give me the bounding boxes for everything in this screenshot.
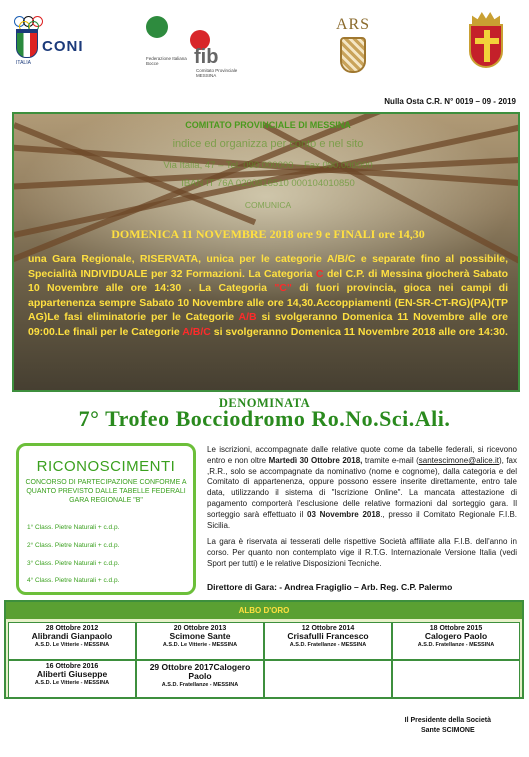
faint-line-1: indice ed organizza per conto e nel sito: [172, 138, 364, 150]
award-item: 2° Class. Pietre Naturali + c.d.p.: [27, 542, 120, 549]
rules-paragraph-1: Le iscrizioni, accompagnate dalle relative quote come da tabelle federali, si ricevono entro e non oltre Martedì 30 Ottobre 2018, tramite e-mail (santescimone@alice.it), fax ,R.R., solo se accompagnate da nominativo (nome e cognome), dalla categoria e del Comitato di appartenenza, oppure possono essere inserite direttamente, entro tale data, utilizzando il sistema di "Iscrizione Online". La mancata attestazione di pagamento comporterà l'esclusione delle relative formazioni dal sorteggio gara. Il sorteggio sarà effettuato il 03 Novembre 2018., presso il Comitato Regionale F.I.B. Sicilia.: [207, 445, 518, 530]
email-link[interactable]: santescimone@alice.it: [418, 455, 499, 465]
trofeo-title: 7° Trofeo Bocciodromo Ro.No.Sci.Ali.: [78, 406, 451, 431]
denominata-label: DENOMINATA: [218, 396, 311, 410]
committee-heading: COMITATO PROVINCIALE DI MESSINA: [185, 120, 351, 130]
albo-entry: 29 Ottobre 2017Calogero Paolo A.S.D. Fratellanze - MESSINA: [136, 660, 264, 698]
fib-wordmark: fib: [194, 46, 219, 68]
albo-doro-title: ALBO D'ORO: [6, 602, 522, 619]
fib-subtitle: Federazione Italiana Bocce: [146, 56, 187, 66]
ars-wordmark: ARS: [335, 16, 371, 33]
registration-rules: [207, 445, 517, 576]
green-ball-icon: [146, 16, 168, 38]
fib-logo: [138, 16, 248, 76]
albo-doro-table: [4, 600, 524, 699]
award-item: 3° Class. Pietre Naturali + c.d.p.: [27, 560, 120, 567]
faint-line-2: Via Italia, 47 – Tel. 090.000000 – Fax 090.000000: [163, 160, 373, 171]
ars-emblem-icon: [340, 37, 366, 73]
italia-label: ITALIA: [16, 60, 31, 66]
faint-line-3: IBAN IT 76A 0200816510 000104010850: [181, 178, 355, 189]
albo-entry: 16 Ottobre 2016 Aliberti Giuseppe A.S.D. Le Vitterie - MESSINA: [8, 660, 136, 698]
faint-line-4: COMUNICA: [244, 200, 292, 210]
rules-paragraph-2: La gara è riservata ai tesserati delle rispettive Società affiliate alla F.I.B. dell'anno in corso. Per quanto non contemplato vige il R.T.G. Internazionale Versione Italia (vedi Sport per tutti) e le relative Disposizioni Tecniche.: [207, 537, 517, 568]
event-description: una Gara Regionale, RISERVATA, unica per le categorie A/B/C e separate fino al possibile, Specialità INDIVIDUALE per 32 Formazioni. La Categoria C del C.P. di Messina giocherà Sabato 10 Novembre alle ore 14:30 . La Categoria "C" di fuori provincia, gioca nei campi di appartenenza sempre Sabato 10 Novembre alle ore 14,30.Accoppiamenti (EN-SR-CT-RG)(PA)(TP AG)Le fasi eliminatorie per le Categorie A/B si svolgeranno Domenica 11 Novembre alle ore 09:00.Le finali per le Categorie A/B/C si svolgeranno Domenica 11 Novembre 2018 alle ore 14:30.: [28, 253, 508, 338]
crown-icon: [472, 12, 500, 24]
nulla-osta-reference: Nulla Osta C.R. N° 0019 – 09 - 2019: [384, 97, 516, 106]
albo-empty-cell: [392, 660, 520, 698]
albo-entry: 20 Ottobre 2013 Scimone Sante A.S.D. Le Vitterie - MESSINA: [136, 622, 264, 660]
award-item: 4° Class. Pietre Naturali + c.d.p.: [27, 577, 120, 584]
albo-entry: 12 Ottobre 2014 Crisafulli Francesco A.S.D. Fratellanze - MESSINA: [264, 622, 392, 660]
riconoscimenti-title: RICONOSCIMENTI: [36, 458, 176, 475]
ars-logo: [328, 16, 378, 76]
albo-entry: 18 Ottobre 2015 Calogero Paolo A.S.D. Fratellanze - MESSINA: [392, 622, 520, 660]
presidente-signature: Il Presidente della Società Sante SCIMONE: [404, 717, 491, 734]
coni-logo: [12, 16, 92, 68]
messina-crest-icon: [466, 12, 506, 74]
albo-entry: 28 Ottobre 2012 Alibrandi Gianpaolo A.S.D. Le Vitterie - MESSINA: [8, 622, 136, 660]
albo-empty-cell: [264, 660, 392, 698]
coni-label: CONI: [42, 38, 84, 55]
italia-shield-icon: [16, 32, 38, 58]
fib-comitato: Comitato Provinciale MESSINA: [196, 68, 238, 78]
event-date-line: DOMENICA 11 NOVEMBRE 2018 ore 9 e FINALI ore 14,30: [111, 227, 425, 241]
direttore-gara: Direttore di Gara: - Andrea Fragiglio – Arb. Reg. C.P. Palermo: [207, 582, 453, 592]
hero-photo: [12, 112, 520, 392]
riconoscimenti-subtitle: CONCORSO DI PARTECIPAZIONE CONFORME A QUANTO PREVISTO DALLE TABELLE FEDERALI GARA REGIONALE "B": [25, 479, 187, 504]
award-item: 1° Class. Pietre Naturali + c.d.p.: [27, 524, 120, 531]
riconoscimenti-box: [16, 443, 196, 595]
